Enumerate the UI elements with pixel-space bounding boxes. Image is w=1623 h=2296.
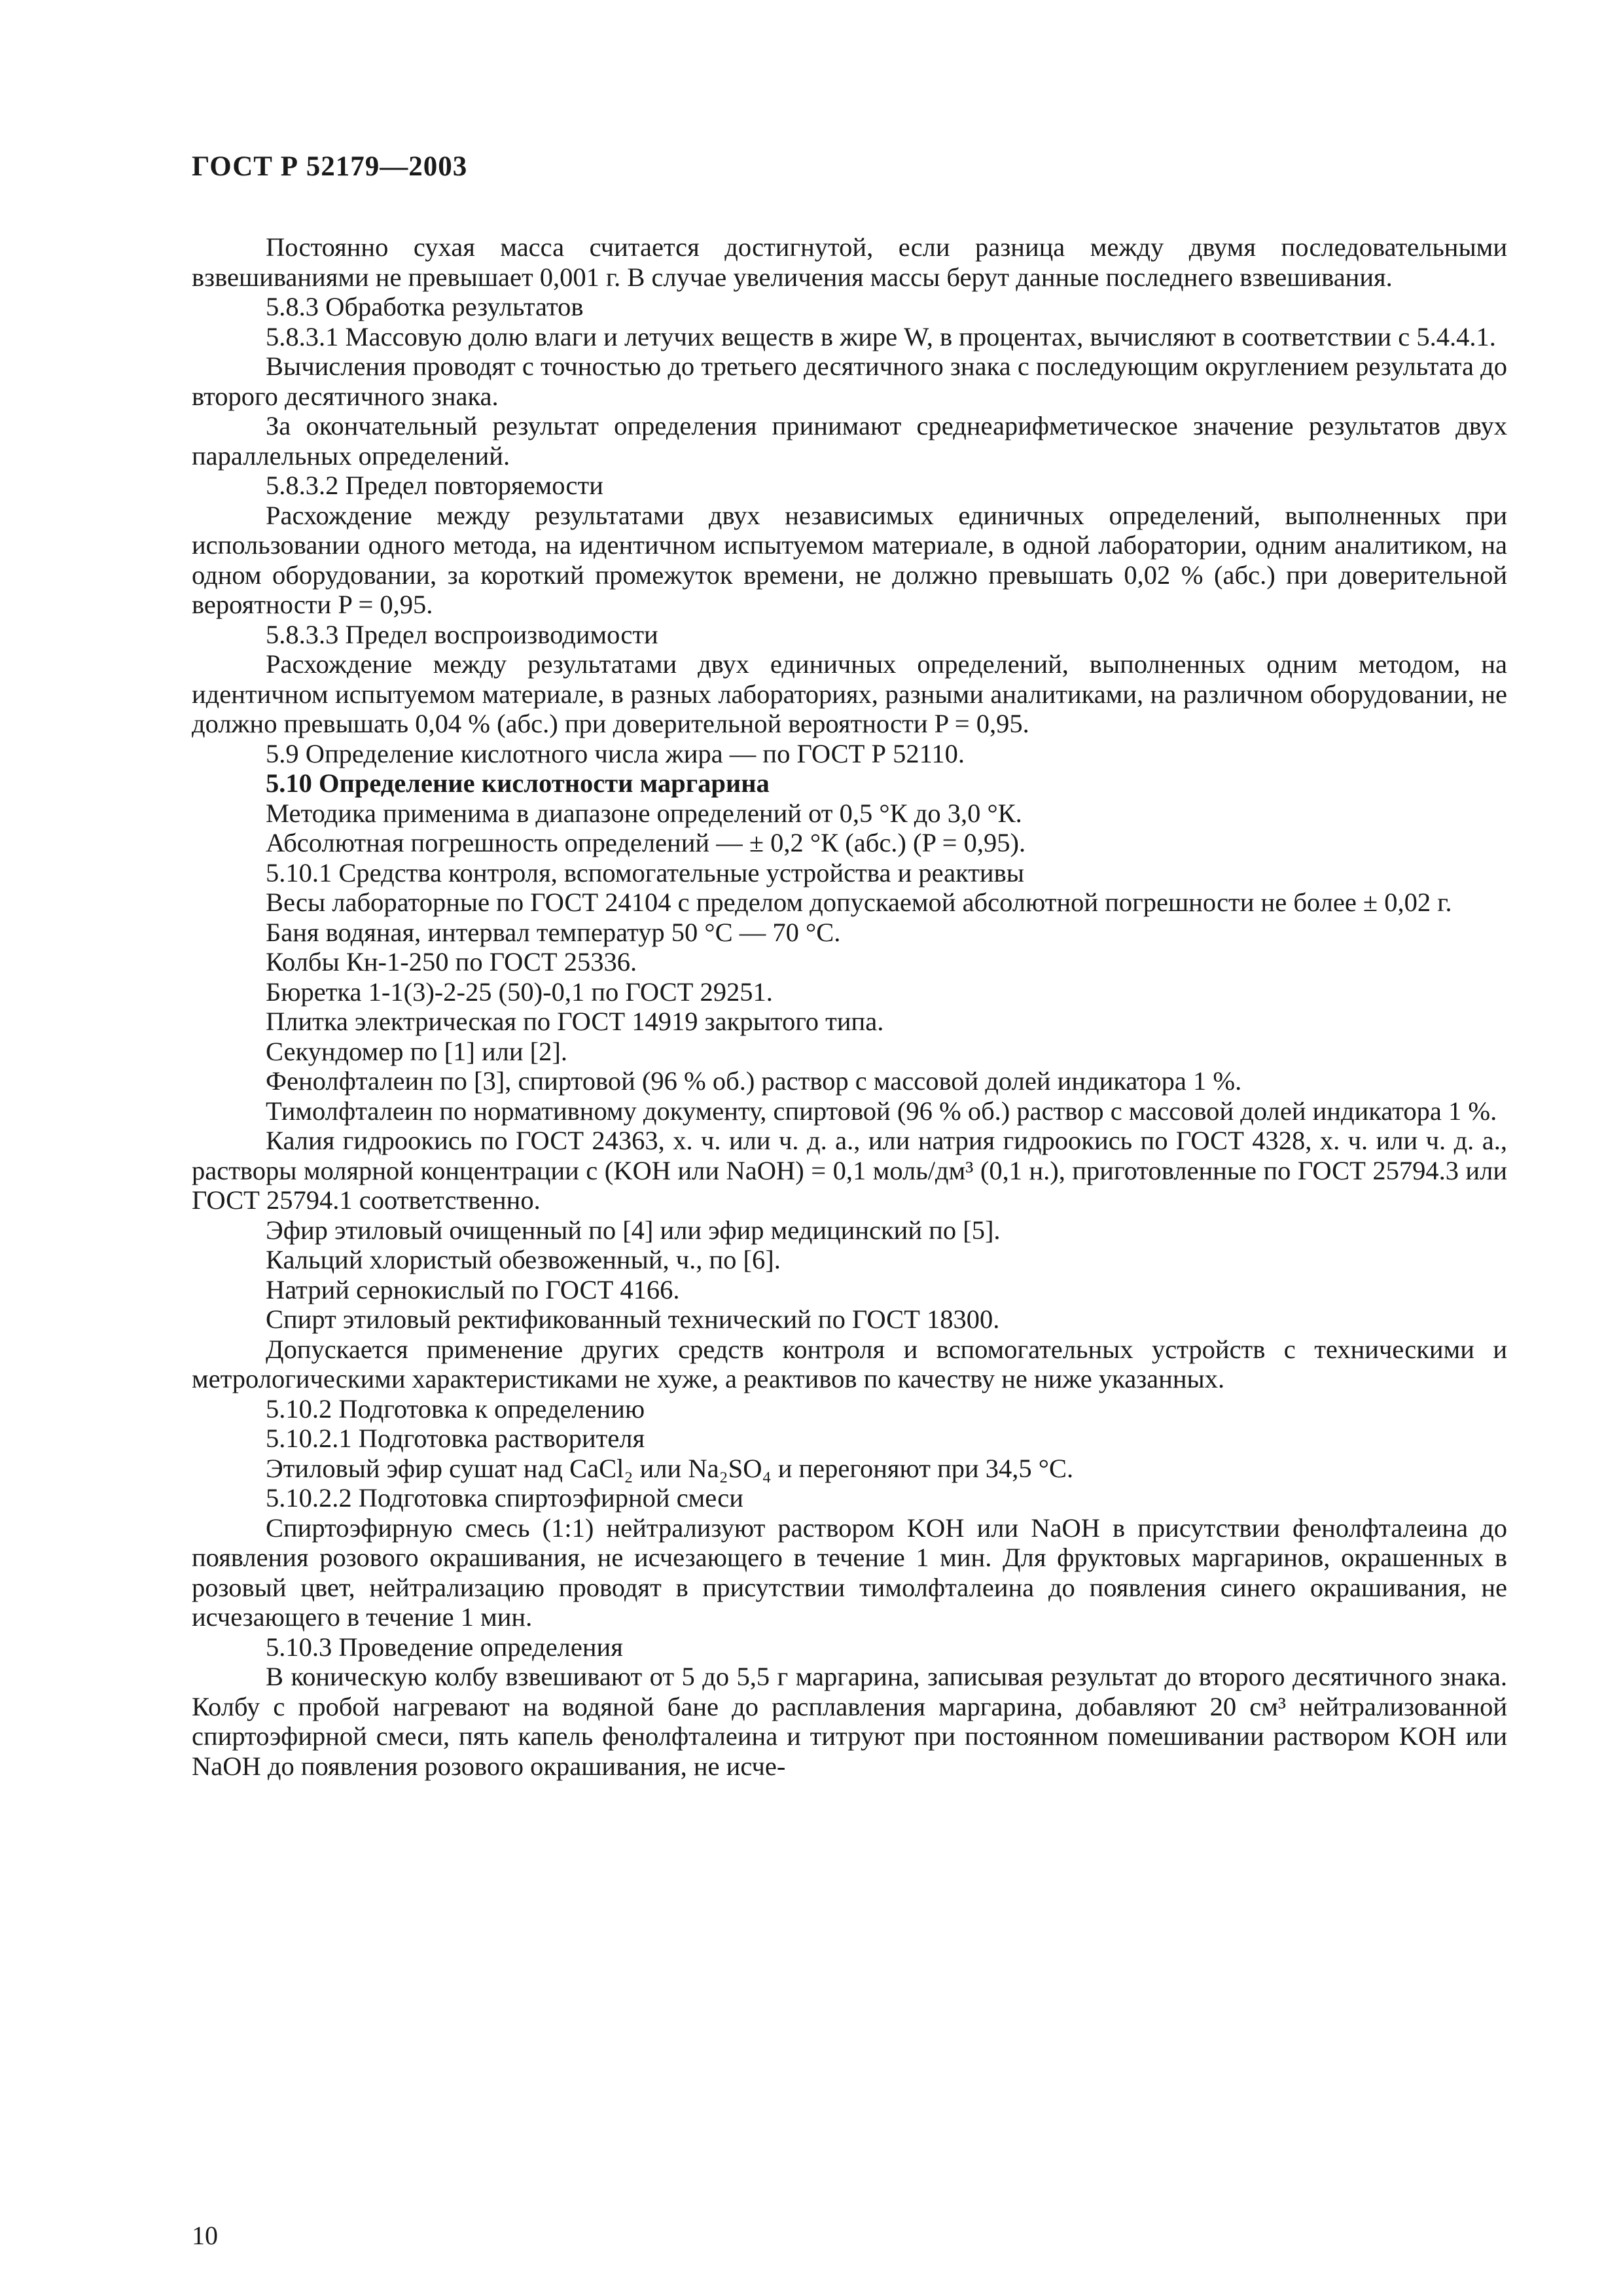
paragraph: Бюретка 1-1(3)-2-25 (50)-0,1 по ГОСТ 29251.	[266, 977, 773, 1007]
paragraph: Постоянно сухая масса считается достигнутой, если разница между двумя последовательными взвешиваниями не превышает 0,001 г. В случае увеличения массы берут данные последнего взвешивания.	[192, 232, 1507, 292]
paragraph: Эфир этиловый очищенный по [4] или эфир медицинский по [5].	[266, 1215, 1001, 1245]
paragraph: За окончательный результат определения принимают среднеарифметическое значение результатов двух параллельных определений.	[192, 411, 1507, 471]
paragraph: 5.9 Определение кислотного числа жира — по ГОСТ Р 52110.	[266, 738, 965, 768]
section-heading: 5.8.3.3 Предел воспроизводимости	[266, 619, 658, 649]
section-heading: 5.8.3.2 Предел повторяемости	[266, 471, 603, 500]
section-heading: 5.8.3 Обработка результатов	[266, 292, 584, 321]
paragraph: Натрий сернокислый по ГОСТ 4166.	[266, 1274, 680, 1304]
section-heading: 5.10.2 Подготовка к определению	[266, 1393, 645, 1424]
paragraph: Баня водяная, интервал температур 50 °С — 70 °С.	[266, 917, 841, 947]
paragraph: Кальций хлористый обезвоженный, ч., по [6].	[266, 1245, 781, 1274]
paragraph: Фенолфталеин по [3], спиртовой (96 % об.) раствор с массовой долей индикатора 1 %.	[266, 1066, 1242, 1096]
paragraph: Спирт этиловый ректификованный технический по ГОСТ 18300.	[266, 1304, 1000, 1334]
paragraph: Абсолютная погрешность определений — ± 0,2 °К (абс.) (P = 0,95).	[266, 828, 1026, 857]
section-heading: 5.10.3 Проведение определения	[266, 1632, 623, 1662]
paragraph: Методика применима в диапазоне определений от 0,5 °К до 3,0 °К.	[266, 798, 1022, 828]
paragraph: В коническую колбу взвешивают от 5 до 5,5 г маргарина, записывая результат до второго десятичного знака. Колбу с пробой нагревают на водяной бане до расплавления маргарина, добавляют 20 см³ нейтрализованной спиртоэфирной смеси, пять капель фенолфталеина и титруют при постоянном помешивании раствором KOH или NaOH до появления розового окрашивания, не исче-	[192, 1662, 1507, 1781]
section-heading: 5.10.2.2 Подготовка спиртоэфирной смеси	[266, 1483, 743, 1513]
paragraph: Этиловый эфир сушат над CaCl₂ или Na₂SO₄ и перегоняют при 34,5 °С.	[266, 1453, 1074, 1483]
body-text	[192, 232, 1507, 1781]
paragraph: Вычисления проводят с точностью до третьего десятичного знака с последующим округлением результата до второго десятичного знака.	[192, 351, 1507, 411]
paragraph: Расхождение между результатами двух независимых единичных определений, выполненных при использовании одного метода, на идентичном испытуемом материале, в одной лаборатории, одним аналитиком, на одном оборудовании, за короткий промежуток времени, не должно превышать 0,02 % (абс.) при доверительной вероятности P = 0,95.	[192, 500, 1507, 619]
paragraph: Калия гидроокись по ГОСТ 24363, х. ч. или ч. д. а., или натрия гидроокись по ГОСТ 4328, х. ч. или ч. д. а., растворы молярной концентрации c (KOH или NaOH) = 0,1 моль/дм³ (0,1 н.), приготовленные по ГОСТ 25794.3 или ГОСТ 25794.1 соответственно.	[192, 1126, 1507, 1215]
section-heading: 5.10.1 Средства контроля, вспомогательные устройства и реактивы	[266, 857, 1024, 888]
paragraph: Спиртоэфирную смесь (1:1) нейтрализуют раствором KOH или NaOH в присутствии фенолфталеина до появления розового окрашивания, не исчезающего в течение 1 мин. Для фруктовых маргаринов, окрашенных в розовый цвет, нейтрализацию проводят в присутствии тимолфталеина до появления синего окрашивания, не исчезающего в течение 1 мин.	[192, 1513, 1507, 1632]
paragraph: Секундомер по [1] или [2].	[266, 1036, 568, 1066]
section-heading: 5.10.2.1 Подготовка растворителя	[266, 1424, 645, 1453]
page-number: 10	[192, 2221, 218, 2250]
document-header: ГОСТ Р 52179—2003	[192, 151, 468, 182]
paragraph: Расхождение между результатами двух единичных определений, выполненных одним методом, на идентичном испытуемом материале, в разных лабораториях, разными аналитиками, на различном оборудовании, не должно превышать 0,04 % (абс.) при доверительной вероятности P = 0,95.	[192, 649, 1507, 738]
paragraph: 5.8.3.1 Массовую долю влаги и летучих веществ в жире W, в процентах, вычисляют в соответствии с 5.4.4.1.	[266, 321, 1496, 351]
section-heading-bold: 5.10 Определение кислотности маргарина	[266, 768, 770, 798]
paragraph: Плитка электрическая по ГОСТ 14919 закрытого типа.	[266, 1007, 884, 1036]
paragraph: Тимолфталеин по нормативному документу, спиртовой (96 % об.) раствор с массовой долей индикатора 1 %.	[266, 1096, 1497, 1126]
paragraph: Допускается применение других средств контроля и вспомогательных устройств с техническими и метрологическими характеристиками не хуже, а реактивов по качеству не ниже указанных.	[192, 1334, 1507, 1393]
paragraph: Колбы Кн-1-250 по ГОСТ 25336.	[266, 947, 637, 977]
paragraph: Весы лабораторные по ГОСТ 24104 с пределом допускаемой абсолютной погрешности не более ± 0,02 г.	[266, 888, 1452, 917]
